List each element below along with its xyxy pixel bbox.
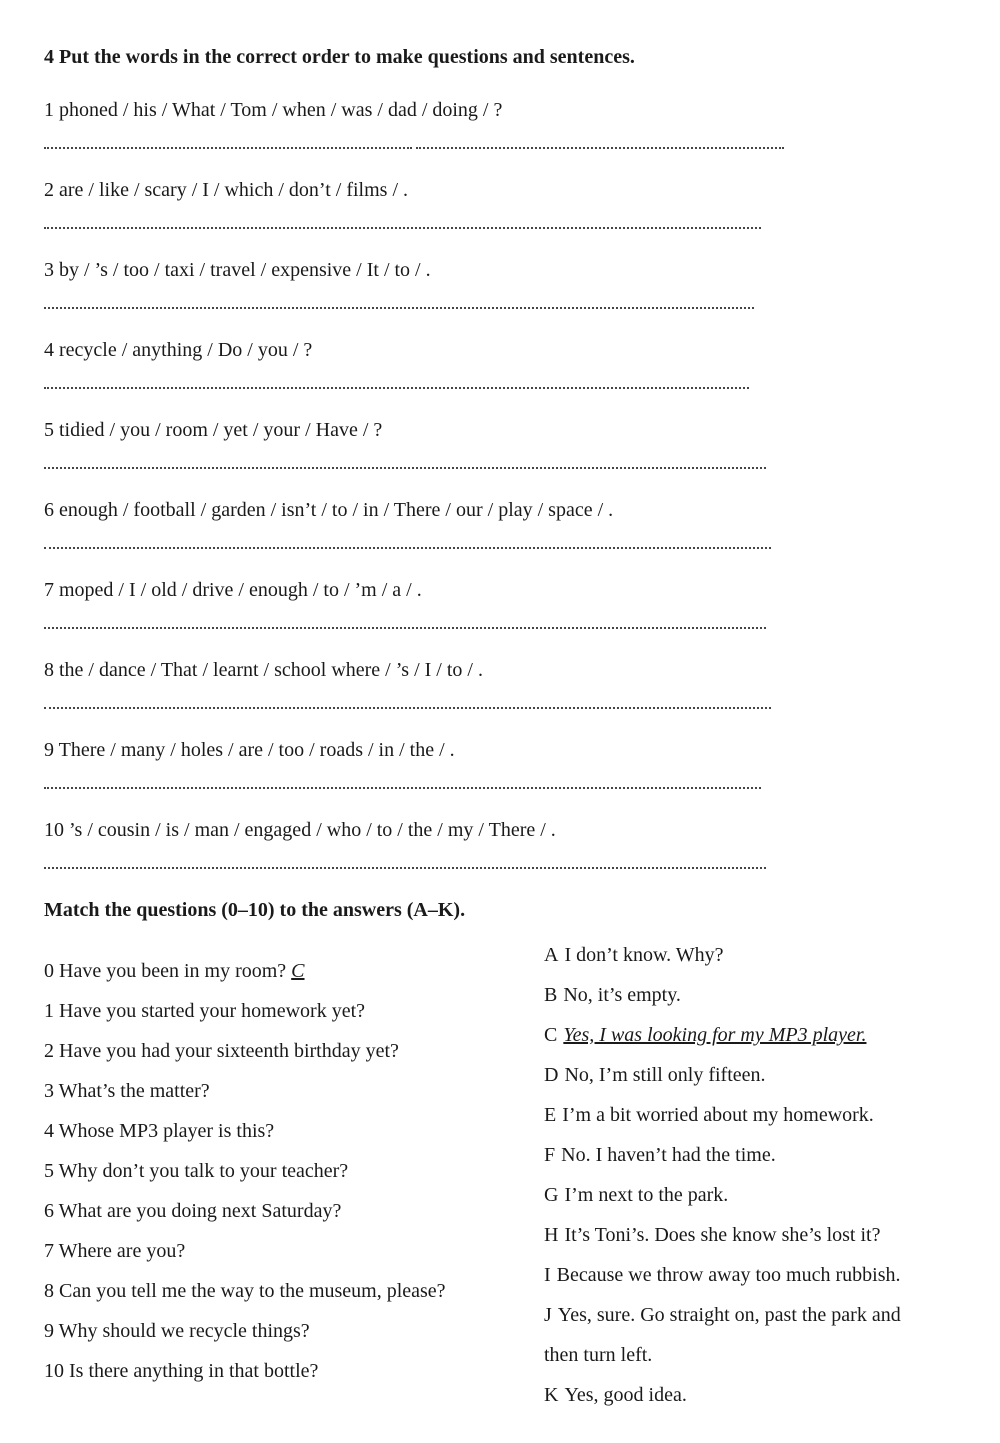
scrambled-item-7: 7 moped / I / old / drive / enough / to / ’m / a / . xyxy=(44,579,422,601)
matching-answer-j xyxy=(544,1304,901,1327)
matching-answer-k xyxy=(544,1384,687,1407)
matching-answer-b xyxy=(544,984,681,1007)
scrambled-item-5: 5 tidied / you / room / yet / your / Have / ? xyxy=(44,419,383,441)
scrambled-item-3: 3 by / ’s / too / taxi / travel / expensive / It / to / . xyxy=(44,259,431,281)
matching-answer-i xyxy=(544,1264,900,1287)
answer-letter: D xyxy=(544,1064,559,1086)
answer-line-1a[interactable] xyxy=(44,147,412,149)
matching-question-5: 5 Why don’t you talk to your teacher? xyxy=(44,1160,349,1182)
answer-line-10[interactable] xyxy=(44,867,766,869)
matching-answer-g xyxy=(544,1184,728,1207)
matching-question-0 xyxy=(44,960,305,983)
answer-letter: E xyxy=(544,1104,557,1126)
matching-question-6: 6 What are you doing next Saturday? xyxy=(44,1200,342,1222)
example-answer: C xyxy=(291,960,305,982)
answer-text: No, it’s empty. xyxy=(563,984,681,1006)
answer-text: It’s Toni’s. Does she know she’s lost it? xyxy=(564,1224,881,1246)
answer-text: No. I haven’t had the time. xyxy=(561,1144,776,1166)
scrambled-item-9: 9 There / many / holes / are / too / roads / in / the / . xyxy=(44,739,455,761)
matching-answer-e xyxy=(544,1104,874,1127)
answer-text: Yes, sure. Go straight on, past the park and xyxy=(557,1304,901,1326)
answer-text: Yes, I was looking for my MP3 player. xyxy=(563,1024,867,1046)
matching-answer-h xyxy=(544,1224,880,1247)
scrambled-item-2: 2 are / like / scary / I / which / don’t / films / . xyxy=(44,179,409,201)
answer-letter: K xyxy=(544,1384,559,1406)
answer-letter: C xyxy=(544,1024,558,1046)
answer-line-9[interactable] xyxy=(44,787,761,789)
scrambled-item-6: 6 enough / football / garden / isn’t / to / in / There / our / play / space / . xyxy=(44,499,614,521)
answer-line-4[interactable] xyxy=(44,387,749,389)
answer-letter: F xyxy=(544,1144,556,1166)
matching-question-10: 10 Is there anything in that bottle? xyxy=(44,1360,319,1382)
answer-letter: B xyxy=(544,984,558,1006)
matching-question-7: 7 Where are you? xyxy=(44,1240,186,1262)
matching-title: Match the questions (0–10) to the answers (A–K). xyxy=(44,899,466,921)
scrambled-item-8: 8 the / dance / That / learnt / school where / ’s / I / to / . xyxy=(44,659,483,681)
matching-question-1: 1 Have you started your homework yet? xyxy=(44,1000,366,1022)
answer-line-6[interactable] xyxy=(44,547,771,549)
answer-text: I’m a bit worried about my homework. xyxy=(562,1104,874,1126)
answer-letter: J xyxy=(544,1304,552,1326)
answer-text: No, I’m still only fifteen. xyxy=(564,1064,766,1086)
matching-question-4: 4 Whose MP3 player is this? xyxy=(44,1120,275,1142)
matching-answer-f xyxy=(544,1144,776,1167)
matching-answer-c xyxy=(544,1024,866,1047)
answer-letter: A xyxy=(544,944,559,966)
answer-text: I’m next to the park. xyxy=(564,1184,729,1206)
answer-line-3[interactable] xyxy=(44,307,754,309)
answer-text: I don’t know. Why? xyxy=(564,944,724,966)
matching-question-9: 9 Why should we recycle things? xyxy=(44,1320,310,1342)
scrambled-item-4: 4 recycle / anything / Do / you / ? xyxy=(44,339,313,361)
answer-text: Because we throw away too much rubbish. xyxy=(556,1264,901,1286)
question-text: 0 Have you been in my room? xyxy=(44,960,287,982)
answer-letter: G xyxy=(544,1184,559,1206)
exercise-4-title: 4 Put the words in the correct order to make questions and sentences. xyxy=(44,46,635,68)
answer-letter: H xyxy=(544,1224,559,1246)
matching-question-3: 3 What’s the matter? xyxy=(44,1080,210,1102)
matching-question-2: 2 Have you had your sixteenth birthday yet? xyxy=(44,1040,399,1062)
answer-text: Yes, good idea. xyxy=(564,1384,687,1406)
matching-answer-a xyxy=(544,944,724,967)
answer-line-5[interactable] xyxy=(44,467,766,469)
scrambled-item-1: 1 phoned / his / What / Tom / when / was / dad / doing / ? xyxy=(44,99,503,121)
answer-line-8[interactable] xyxy=(44,707,771,709)
answer-line-1b[interactable] xyxy=(416,147,784,149)
scrambled-item-10: 10 ’s / cousin / is / man / engaged / who / to / the / my / There / . xyxy=(44,819,556,841)
matching-question-8: 8 Can you tell me the way to the museum, please? xyxy=(44,1280,446,1302)
answer-letter: I xyxy=(544,1264,551,1286)
matching-answer-d xyxy=(544,1064,766,1087)
answer-line-7[interactable] xyxy=(44,627,766,629)
answer-line-2[interactable] xyxy=(44,227,761,229)
matching-answer-j-continued xyxy=(544,1344,652,1367)
answer-text: then turn left. xyxy=(544,1344,653,1366)
